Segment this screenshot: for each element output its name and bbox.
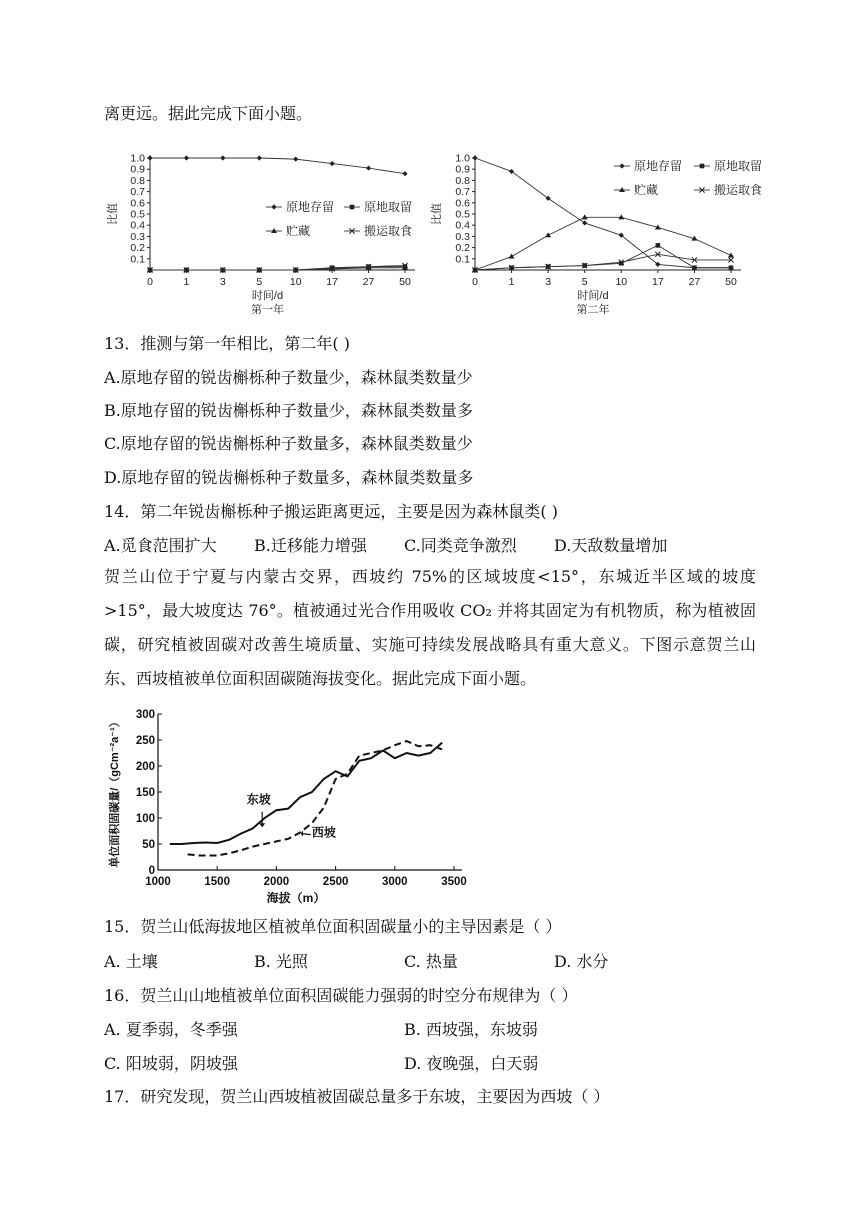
data-point <box>293 157 298 162</box>
y-tick-label: 100 <box>135 813 155 825</box>
legend-label: 原地取留 <box>364 200 413 214</box>
data-point <box>366 165 371 170</box>
q14-option-c[interactable]: C.同类竞争激烈 <box>404 536 517 555</box>
legend-marker <box>700 164 705 169</box>
legend-marker <box>271 228 277 233</box>
y-axis-label: 比值 <box>431 203 443 225</box>
legend-label: 搬运取食 <box>714 183 763 197</box>
q13-option-b[interactable]: B.原地存留的锐齿槲栎种子数量少，森林鼠类数量多 <box>104 401 473 420</box>
data-point <box>220 155 225 160</box>
data-point <box>618 214 624 219</box>
arrow-west-head <box>301 830 303 836</box>
legend-label: 贮藏 <box>286 224 311 238</box>
q14-option-a[interactable]: A.觅食范围扩大 <box>104 536 217 555</box>
x-tick-label: 50 <box>725 276 737 288</box>
y-tick-label: 0.5 <box>455 208 470 221</box>
y-tick-label: 50 <box>142 839 155 851</box>
legend-marker <box>619 163 624 168</box>
data-point <box>729 265 734 270</box>
legend-label: 原地取留 <box>714 159 763 173</box>
q13-stem: 13．推测与第一年相比，第二年( ) <box>104 334 350 353</box>
legend-marker <box>619 187 625 192</box>
passage-2: 贺兰山位于宁夏与内蒙古交界，西坡约 75%的区域坡度<15°，东城近半区域的坡度>15°，最大坡度达 76°。植被通过光合作用吸收 CO₂ 并将其固定为有机物质，称为植被固碳，研究植被固碳对改善生境质量、实施可持续发展战略具有重大意义。下图示意贺兰山东、西坡植被单位面积固碳随海拔变化。据此完成下面小题。 <box>104 567 756 688</box>
q13-option-c[interactable]: C.原地存留的锐齿槲栎种子数量多，森林鼠类数量少 <box>104 434 473 453</box>
series-line <box>475 158 731 268</box>
q15-option-c[interactable]: C. 热量 <box>404 952 458 971</box>
data-point <box>257 155 262 160</box>
y-tick-label: 0.1 <box>130 253 145 266</box>
y-tick-label: 0.8 <box>130 174 145 187</box>
x-tick-label: 17 <box>326 276 338 288</box>
q16-stem: 16．贺兰山山地植被单位面积固碳能力强弱的时空分布规律为（ ） <box>104 986 578 1005</box>
x-tick-label: 10 <box>289 276 302 288</box>
x-axis-label: 海拔（m） <box>266 891 326 905</box>
legend-label: 搬运取食 <box>364 224 413 238</box>
q15-option-a[interactable]: A. 土壤 <box>104 952 158 971</box>
y-tick-label: 0.3 <box>455 230 470 243</box>
y-tick-label: 0.3 <box>130 230 145 243</box>
y-tick-label: 0.6 <box>130 197 145 210</box>
q17-stem: 17．研究发现，贺兰山西坡植被固碳总量多于东坡，主要因为西坡（ ） <box>104 1087 610 1106</box>
data-point <box>545 232 551 237</box>
y-tick-label: 200 <box>135 761 155 773</box>
y-tick-label: 250 <box>135 735 155 747</box>
chart-year1 <box>104 148 434 323</box>
data-point <box>147 155 152 160</box>
x-tick-label: 0 <box>147 276 153 288</box>
q16-option-c[interactable]: C. 阳坡弱，阴坡强 <box>104 1054 238 1073</box>
x-tick-label: 5 <box>256 276 263 288</box>
legend-label: 贮藏 <box>634 183 659 197</box>
x-tick-label: 3000 <box>382 876 408 888</box>
data-point <box>582 220 587 225</box>
data-point <box>509 254 515 259</box>
y-tick-label: 0.9 <box>130 163 145 176</box>
legend-marker <box>271 204 276 209</box>
q16-option-a[interactable]: A. 夏季弱，冬季强 <box>104 1020 238 1039</box>
y-axis-label: 单位面积固碳量/（gCm⁻²a⁻¹） <box>109 716 121 868</box>
x-tick-label: 1500 <box>204 876 230 888</box>
data-point <box>330 161 335 166</box>
legend-label: 原地存留 <box>634 159 683 173</box>
q16-option-b[interactable]: B. 西坡强，东坡弱 <box>404 1020 538 1039</box>
y-tick-label: 0.5 <box>130 208 145 221</box>
q15-option-d[interactable]: D. 水分 <box>554 952 609 971</box>
legend-marker <box>350 205 355 210</box>
y-tick-label: 0 <box>148 865 155 877</box>
y-tick-label: 0.7 <box>455 186 470 199</box>
data-point <box>692 265 697 270</box>
y-tick-label: 0.7 <box>130 186 145 199</box>
y-tick-label: 0.6 <box>455 197 470 210</box>
arrow-east-head <box>259 823 265 827</box>
x-tick-label: 27 <box>688 276 701 288</box>
x-tick-label: 2500 <box>322 876 349 888</box>
chart-caption: 第二年 <box>576 304 610 316</box>
x-tick-label: 10 <box>615 276 628 288</box>
intro-tail: 离更远。据此完成下面小题。 <box>104 104 313 123</box>
x-tick-label: 0 <box>472 276 478 288</box>
q14-option-d[interactable]: D.天敌数量增加 <box>554 536 668 555</box>
chart-caption: 第一年 <box>251 304 284 316</box>
series-line <box>150 158 405 174</box>
series-label-west: 西坡 <box>311 825 336 840</box>
q15-stem: 15．贺兰山低海拔地区植被单位面积固碳量小的主导因素是（ ） <box>104 917 562 936</box>
x-tick-label: 1 <box>508 276 515 288</box>
x-tick-label: 3 <box>545 276 552 288</box>
q15-option-b[interactable]: B. 光照 <box>254 952 308 971</box>
data-point <box>184 155 189 160</box>
data-point <box>582 214 588 219</box>
data-point <box>402 171 407 176</box>
x-tick-label: 1000 <box>145 876 171 888</box>
arrow-west <box>302 834 311 835</box>
y-tick-label: 1.0 <box>130 152 145 165</box>
y-tick-label: 0.9 <box>455 163 470 176</box>
q14-option-b[interactable]: B.迁移能力增强 <box>254 536 367 555</box>
x-tick-label: 27 <box>362 276 375 288</box>
y-tick-label: 300 <box>135 709 155 721</box>
chart-carbon-altitude <box>104 702 474 912</box>
legend-label: 原地存留 <box>286 200 335 214</box>
x-tick-label: 1 <box>183 276 190 288</box>
x-tick-label: 50 <box>399 276 411 288</box>
x-tick-label: 17 <box>652 276 664 288</box>
data-point <box>656 243 661 248</box>
x-tick-label: 5 <box>581 276 588 288</box>
y-tick-label: 0.4 <box>455 219 470 232</box>
q13-option-d[interactable]: D.原地存留的锐齿槲栎种子数量多，森林鼠类数量多 <box>104 468 474 487</box>
x-axis-label: 时间/d <box>577 290 609 302</box>
q14-stem: 14．第二年锐齿槲栎种子搬运距离更远，主要是因为森林鼠类( ) <box>104 502 558 521</box>
y-tick-label: 150 <box>135 787 155 799</box>
q16-option-d[interactable]: D. 夜晚强，白天弱 <box>404 1054 539 1073</box>
y-tick-label: 0.2 <box>455 242 470 255</box>
x-tick-label: 3 <box>219 276 226 288</box>
y-tick-label: 0.8 <box>455 174 470 187</box>
y-tick-label: 1.0 <box>455 152 470 165</box>
series-label-east: 东坡 <box>246 792 271 807</box>
x-tick-label: 3500 <box>441 876 467 888</box>
y-tick-label: 0.1 <box>455 253 470 266</box>
chart-year2 <box>428 148 768 323</box>
y-tick-label: 0.2 <box>130 242 145 255</box>
data-point <box>472 155 477 160</box>
x-tick-label: 2000 <box>263 876 290 888</box>
y-axis-label: 比值 <box>107 203 119 225</box>
x-axis-label: 时间/d <box>251 290 284 302</box>
q13-option-a[interactable]: A.原地存留的锐齿槲栎种子数量少，森林鼠类数量少 <box>104 368 473 387</box>
y-tick-label: 0.4 <box>130 219 145 232</box>
